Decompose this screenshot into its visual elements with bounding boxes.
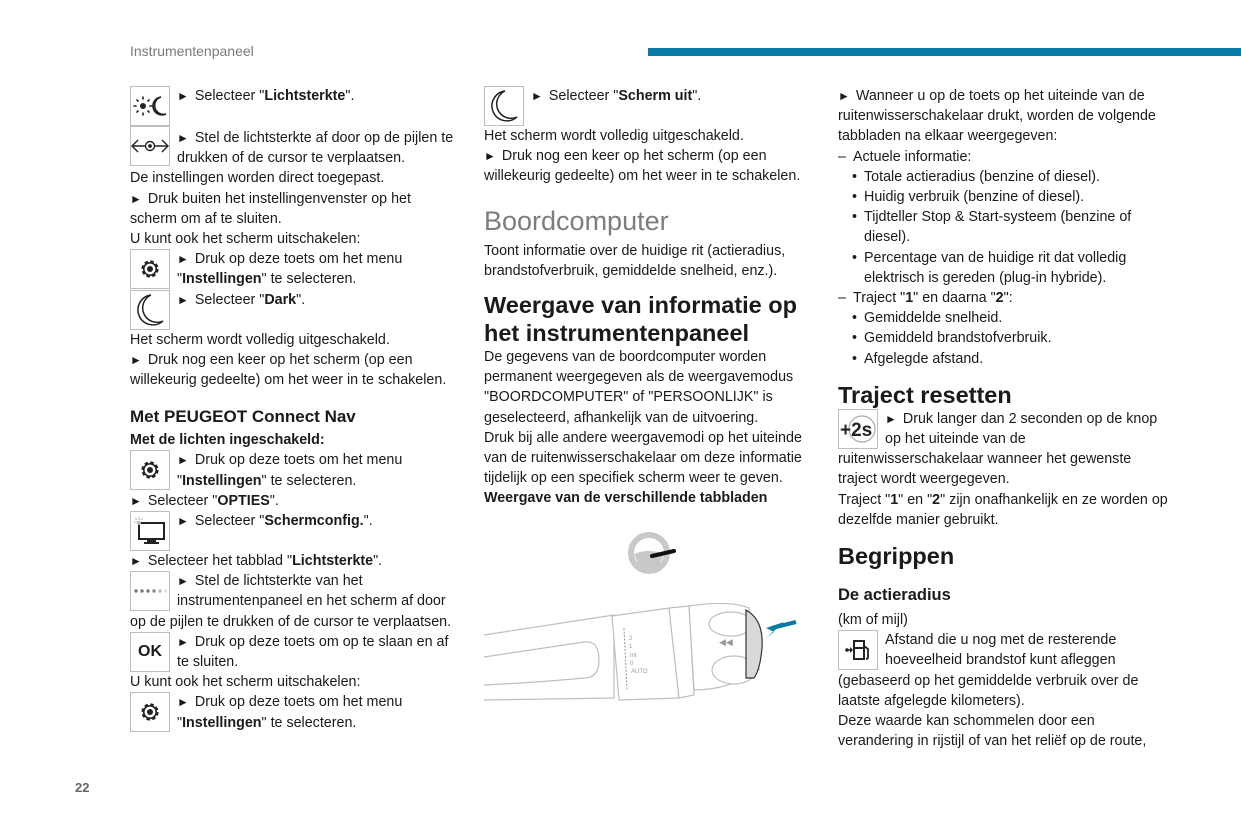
wiper-stalk-illustration (484, 530, 804, 710)
heading-display-info: Weergave van informatie op het instrumentenpaneel (484, 292, 797, 347)
step-dark: ► Selecteer "Dark". (130, 290, 470, 330)
svg-text:+2s: +2s (840, 419, 873, 441)
column-1: ► Selecteer "Lichtsterkte". ► Stel de lichtsterkte af door op de pijlen te drukken of de cursor te verplaatsen. De instellingen worden direct toegepast. ► Druk buiten het instellingenvenster op het scherm om af te sluiten. U kunt ook het scherm uitschakelen: ► Druk op deze toets om het menu "Instellingen" te selecteren. ► Selecteer "Dark". Het scherm wordt volledig uitgeschakeld. ► Druk nog een keer op het scherm (op een willekeurig gedeelte) om het weer in te schakelen. Met PEUGEOT Connect Nav Met de lichten ingeschakeld: ► Druk op deze toets om het menu "Instellingen" te selecteren. ► Selecteer "OPTIES". ► Selecteer "Schermconfig.". ► Selecteer het tabblad "Lichtsterkte". ► Stel de lichtsterkte van het instrumentenpaneel en het scherm af door op de pijlen te drukken of de cursor te verplaatsen. OK ► Druk op deze toets om op te slaan en af te sluiten. U kunt ook het scherm uitschakelen: ► Druk op deze toets om het menu "Instellingen" te selecteren. (130, 86, 470, 733)
svg-text:◀◀: ◀◀ (719, 637, 733, 647)
list-item: • Gemiddeld brandstofverbruik. (852, 330, 1052, 347)
step-settings: ► Druk op deze toets om het menu "Instellingen" te selecteren. (130, 249, 470, 289)
gear-icon (130, 249, 170, 289)
stalk-label-1: 1 (629, 644, 633, 650)
step-reset: +2s ► Druk langer dan 2 seconden op de knop op het uiteinde van de (840, 410, 1158, 448)
screen-config-icon (130, 511, 170, 551)
list-item: • Huidig verbruik (benzine of diesel). (852, 189, 1085, 206)
brightness-dots-icon (130, 571, 170, 611)
list-item: • Percentage van de huidige rit dat volledig (852, 249, 1127, 266)
gear-icon (130, 692, 170, 732)
moon-icon (130, 290, 170, 330)
step-brightness-level: ► Stel de lichtsterkte van het instrumentenpaneel en het scherm af door (130, 571, 470, 611)
heading-begrippen: Begrippen (838, 543, 955, 570)
step-lichtsterkte: ► Selecteer "Lichtsterkte". (130, 86, 470, 126)
stalk-label-auto: AUTO (631, 669, 648, 675)
list-current-info: – Actuele informatie: (838, 148, 972, 165)
list-item: • Afgelegde afstand. (852, 350, 984, 367)
range-description: Afstand die u nog met de resterende hoeveelheid brandstof kunt afleggen (838, 630, 1178, 670)
stalk-label-int: Int (630, 653, 637, 659)
stalk-label-2: 2 (629, 636, 633, 642)
hold-2s-icon (838, 409, 878, 449)
paragraph-display: De gegevens van de boordcomputer worden permanent weergegeven als de weergavemodus "BOORDCOMPUTER" of "PERSOONLIJK" is geselecteerd, afhankelijk van de uitvoering. Druk bij alle andere weergavemodi op het uiteinde van de ruitenwisserschakelaar om deze informatie tijdelijk op een specifiek scherm weer te geven. (484, 349, 802, 487)
page-number: 22 (75, 780, 90, 795)
heading-actieradius: De actieradius (838, 586, 951, 605)
subheading-lights-on: Met de lichten ingeschakeld: (130, 432, 325, 449)
step-scherm-uit: ► Selecteer "Scherm uit". (484, 86, 804, 126)
brightness-sun-moon-icon (130, 86, 170, 126)
subheading-tabs: Weergave van de verschillende tabbladen (484, 490, 768, 507)
step-ok: OK ► Druk op deze toets om op te slaan en af te sluiten. (130, 632, 470, 672)
step-settings-3: ► Druk op deze toets om het menu "Instellingen" te selecteren. (130, 692, 470, 732)
section-title: Instrumentenpaneel (130, 43, 254, 59)
steering-wheel-icon (631, 535, 674, 571)
step-adjust: ► Stel de lichtsterkte af door op de pijlen te drukken of de cursor te verplaatsen. (130, 126, 470, 168)
column-3: ► Wanneer u op de toets op het uiteinde van de ruitenwisserschakelaar drukt, worden de volgende tabbladen na elkaar weergegeven: – Actuele informatie: • Totale actieradius (benzine of diesel). • Huidig verbruik (benzine of diesel). • Tijdteller Stop & Start-systeem (benzine of diesel). • Percentage van de huidige rit dat volledig elektrisch is gereden (plug-in hybride). – Traject "1" en daarna "2": • Gemiddelde snelheid. • Gemiddeld brandstofverbruik. • Afgelegde afstand. Traject resetten +2s ► Druk langer dan 2 seconden op de knop op het uiteinde van de ruitenwisserschakelaar wanneer het gewenste traject wordt weergegeven. Traject "1" en "2" zijn onafhankelijk en ze worden op dezelfde manier gebruikt. Begrippen De actieradius (km of mijl) Afstand die u nog met de resterende hoeveelheid brandstof kunt afleggen (gebaseerd op het gemiddelde verbruik over de laatste afgelegde kilometers). Deze waarde kan schommelen door een verandering in rijstijl of van het reliëf op de route, (838, 86, 1178, 751)
list-item: • Totale actieradius (benzine of diesel). (852, 168, 1101, 185)
ok-button-icon: OK (130, 632, 170, 672)
column-2: ► Selecteer "Scherm uit". Het scherm wordt volledig uitgeschakeld. ► Druk nog een keer op het scherm (op een willekeurig gedeelte) om het weer in te schakelen. Boordcomputer Toont informatie over de huidige rit (actieradius, brandstofverbruik, gemiddelde snelheid, enz.). Weergave van informatie op het instrumentenpaneel De gegevens van de boordcomputer worden permanent weergegeven als de weergavemodus "BOORDCOMPUTER" of "PERSOONLIJK" is geselecteerd, afhankelijk van de uitvoering. Druk bij alle andere weergavemodi op het uiteinde van de ruitenwisserschakelaar om deze informatie tijdelijk op een specifiek scherm weer te geven. Weergave van de verschillende tabbladen (484, 86, 804, 509)
text-applied: De instellingen worden direct toegepast. (130, 170, 385, 187)
slider-arrows-icon (130, 126, 170, 166)
heading-connect-nav: Met PEUGEOT Connect Nav (130, 407, 356, 427)
moon-icon (484, 86, 524, 126)
section-accent-bar (648, 48, 1241, 56)
gear-icon (130, 450, 170, 490)
heading-traject-resetten: Traject resetten (838, 381, 1012, 408)
list-item: • Gemiddelde snelheid. (852, 310, 1003, 327)
step-schermconfig: ► Selecteer "Schermconfig.". (130, 511, 470, 551)
list-item: • Tijdteller Stop & Start-systeem (benzine of (852, 209, 1132, 226)
fuel-pump-icon (838, 630, 878, 670)
heading-boordcomputer: Boordcomputer (484, 205, 669, 236)
list-traject: – Traject "1" en daarna "2": (838, 290, 1013, 307)
stalk-label-0: 0 (630, 661, 634, 667)
step-settings-2: ► Druk op deze toets om het menu "Instellingen" te selecteren. (130, 450, 470, 490)
